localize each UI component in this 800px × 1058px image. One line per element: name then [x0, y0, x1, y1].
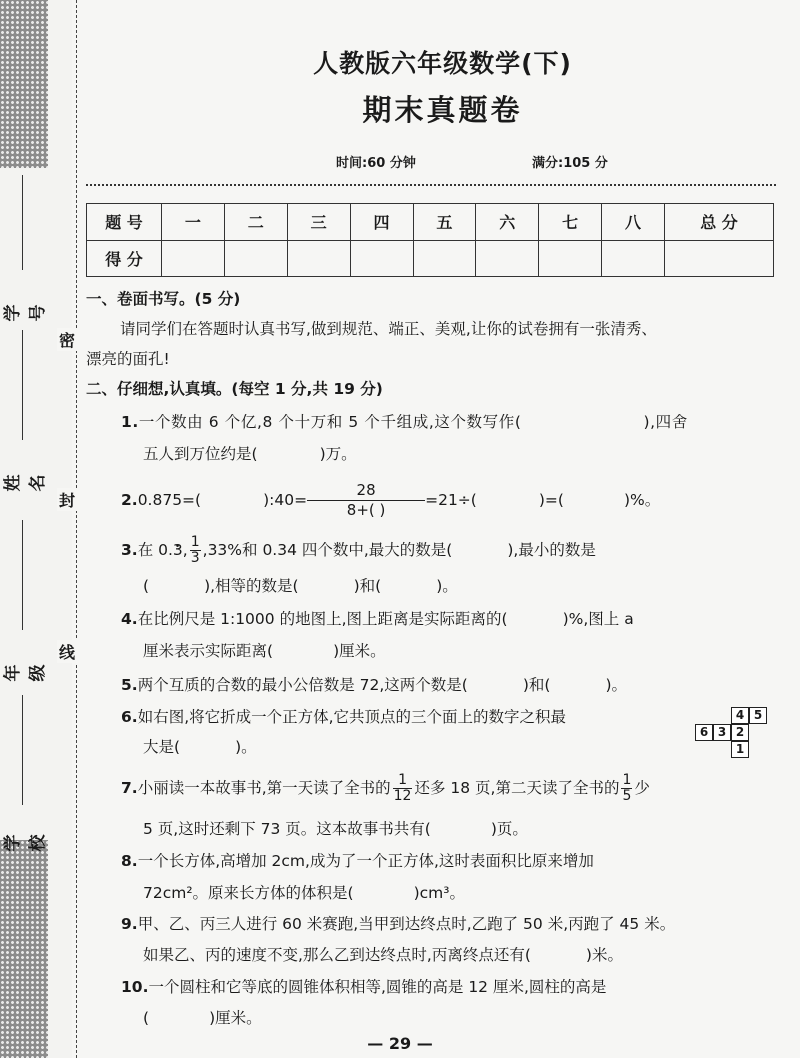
table-header-cell: 四 [350, 204, 413, 241]
question-5 [121, 675, 627, 695]
question-text: 一个圆柱和它等底的圆锥体积相等,圆锥的高是 12 厘米,圆柱的高是 [148, 978, 607, 996]
repeating-digit: • 3 [173, 541, 183, 559]
exam-subtitle: 期末真题卷 [362, 93, 523, 127]
question-text: ,33%和 0.34 四个数中,最大的数是( [202, 541, 453, 559]
fraction [190, 535, 201, 566]
cube-face: 1 [731, 741, 749, 758]
fraction-numerator: 1 [393, 773, 413, 789]
fraction-numerator: 28 [307, 481, 425, 501]
question-text: )%。 [623, 491, 661, 509]
cube-face: 4 [731, 707, 749, 724]
question-2 [121, 480, 660, 520]
question-text: ):40= [263, 491, 308, 509]
question-text: 如右图,将它折成一个正方体,它共顶点的三个面上的数字之积最 [137, 708, 567, 726]
question-text: 厘米表示实际距离( [143, 642, 274, 660]
fraction-denominator: 12 [393, 788, 412, 804]
question-number: 6. [121, 708, 138, 726]
cube-face: 3 [713, 724, 731, 741]
question-6-line2 [143, 737, 257, 757]
student-id-label: 学号 [3, 304, 48, 322]
score-cell[interactable] [287, 240, 350, 277]
question-text: ),最小的数是 [507, 541, 596, 559]
question-text: )。 [235, 738, 257, 756]
seal-char-mi: 密 [57, 328, 77, 351]
binding-strip [0, 0, 72, 1058]
cube-net-figure [691, 707, 771, 759]
question-text: 五人到万位约是( [143, 445, 258, 463]
question-text: )和( [353, 577, 382, 595]
question-text: ( [143, 577, 150, 595]
question-7-line2 [143, 819, 528, 839]
student-id-line [22, 175, 23, 270]
question-text: 还多 18 页,第二天读了全书的 [414, 779, 620, 797]
seal-char-feng: 封 [57, 488, 77, 511]
fraction-numerator: 1 [622, 772, 632, 788]
question-text: )和( [522, 676, 551, 694]
question-text: )%,图上 a [562, 610, 634, 628]
fraction-denominator: 5 [622, 788, 632, 804]
section1-text-line1: 请同学们在答题时认真书写,做到规范、端正、美观,让你的试卷拥有一张清秀、 [120, 320, 657, 338]
score-cell[interactable] [665, 240, 774, 277]
seal-dashed-line [76, 0, 77, 1058]
question-text: 0.875=( [137, 491, 202, 509]
fraction [621, 773, 632, 804]
decorative-pattern-bottom [0, 840, 48, 1058]
question-7-line1 [121, 770, 650, 806]
question-1-line2 [143, 444, 357, 464]
question-text: 一个长方体,高增加 2cm,成为了一个正方体,这时表面积比原来增加 [137, 852, 594, 870]
question-text: )万。 [319, 445, 357, 463]
school-line [22, 695, 23, 805]
table-header-cell: 题 号 [87, 204, 162, 241]
question-text: )页。 [490, 820, 528, 838]
score-table [86, 203, 774, 277]
exam-title: 人教版六年级数学(下) [313, 49, 572, 78]
score-cell[interactable] [539, 240, 602, 277]
question-3-line2 [143, 576, 458, 596]
cube-face: 5 [749, 707, 767, 724]
seal-char-xian: 线 [57, 640, 77, 663]
score-table-header-row [87, 204, 774, 241]
question-text: ),四舍 [643, 413, 688, 431]
question-number: 3. [121, 541, 138, 559]
fraction-denominator: 8+( ) [346, 501, 386, 519]
question-3-line1: 3.在 0.• 3, $\frac{1}{3}$ ,33%和 0.34 四个数中,最大的数是( ),最小的数是 [121, 533, 596, 567]
table-header-cell: 二 [224, 204, 287, 241]
question-10-line2 [143, 1008, 262, 1028]
question-text: =21÷( [425, 491, 477, 509]
question-text: )。 [436, 577, 458, 595]
table-header-cell: 五 [413, 204, 476, 241]
table-header-cell: 八 [602, 204, 665, 241]
question-6-line1 [121, 707, 566, 727]
question-number: 7. [121, 779, 138, 797]
score-cell[interactable] [476, 240, 539, 277]
fraction [393, 773, 413, 804]
question-9-line2 [143, 945, 623, 965]
question-text: )米。 [585, 946, 623, 964]
question-text: 大是( [143, 738, 181, 756]
question-1-line1 [121, 412, 688, 432]
question-text: )厘米。 [333, 642, 386, 660]
question-text: )=( [538, 491, 564, 509]
table-row-label: 得 分 [87, 240, 162, 277]
name-line [22, 330, 23, 440]
question-text: 在 0. [137, 541, 173, 559]
section-heading-2: 二、仔细想,认真填。(每空 1 分,共 19 分) [86, 380, 383, 398]
question-text: 两个互质的合数的最小公倍数是 72,这两个数是( [137, 676, 468, 694]
cube-face: 2 [731, 724, 749, 741]
table-header-cell: 七 [539, 204, 602, 241]
question-number: 10. [121, 978, 149, 996]
fraction [307, 481, 425, 520]
full-score: 满分:105 分 [532, 156, 608, 171]
header-separator [86, 184, 776, 186]
score-table-row [87, 240, 774, 277]
score-cell[interactable] [162, 240, 225, 277]
question-number: 2. [121, 491, 138, 509]
question-text: 少 [634, 779, 650, 797]
question-text: ( [143, 1009, 150, 1027]
fraction-denominator: 3 [190, 550, 200, 566]
question-8-line1 [121, 851, 594, 871]
score-cell[interactable] [224, 240, 287, 277]
question-text: 甲、乙、丙三人进行 60 米赛跑,当甲到达终点时,乙跑了 50 米,丙跑了 45 米。 [137, 915, 676, 933]
grade-label: 年级 [3, 664, 48, 682]
question-9-line1 [121, 914, 675, 934]
question-text: 一个数由 6 个亿,8 个十万和 5 个千组成,这个数写作( [138, 413, 522, 431]
question-text: ),相等的数是( [204, 577, 299, 595]
question-text: 72cm²。原来长方体的体积是( [143, 884, 354, 902]
question-text: 在比例尺是 1:1000 的地图上,图上距离是实际距离的( [137, 610, 508, 628]
section-heading-1: 一、卷面书写。(5 分) [86, 290, 241, 308]
question-number: 4. [121, 610, 138, 628]
question-10-line1 [121, 977, 606, 997]
score-cell[interactable] [413, 240, 476, 277]
table-header-cell: 总 分 [665, 204, 774, 241]
question-text: 如果乙、丙的速度不变,那么乙到达终点时,丙离终点还有( [143, 946, 531, 964]
fraction-numerator: 1 [190, 534, 200, 550]
decorative-pattern-top [0, 0, 48, 168]
table-header-cell: 一 [162, 204, 225, 241]
question-4-line1 [121, 609, 634, 629]
question-text: )。 [605, 676, 627, 694]
school-label: 学校 [3, 834, 48, 852]
cube-face: 6 [695, 724, 713, 741]
question-4-line2 [143, 641, 386, 661]
question-number: 1. [121, 413, 139, 431]
page-number: — 29 — [367, 1034, 433, 1053]
question-text: )cm³。 [413, 884, 465, 902]
question-8-line2 [143, 883, 465, 903]
time-limit: 时间:60 分钟 [336, 156, 416, 171]
name-label: 姓名 [3, 474, 48, 492]
question-number: 8. [121, 852, 138, 870]
score-cell[interactable] [602, 240, 665, 277]
question-number: 9. [121, 915, 138, 933]
question-text: )厘米。 [209, 1009, 262, 1027]
section1-text-line2: 漂亮的面孔! [86, 350, 170, 368]
question-text: 小丽读一本故事书,第一天读了全书的 [137, 779, 391, 797]
table-header-cell: 六 [476, 204, 539, 241]
table-header-cell: 三 [287, 204, 350, 241]
question-text: 5 页,这时还剩下 73 页。这本故事书共有( [143, 820, 431, 838]
question-number: 5. [121, 676, 138, 694]
grade-line [22, 520, 23, 630]
score-cell[interactable] [350, 240, 413, 277]
